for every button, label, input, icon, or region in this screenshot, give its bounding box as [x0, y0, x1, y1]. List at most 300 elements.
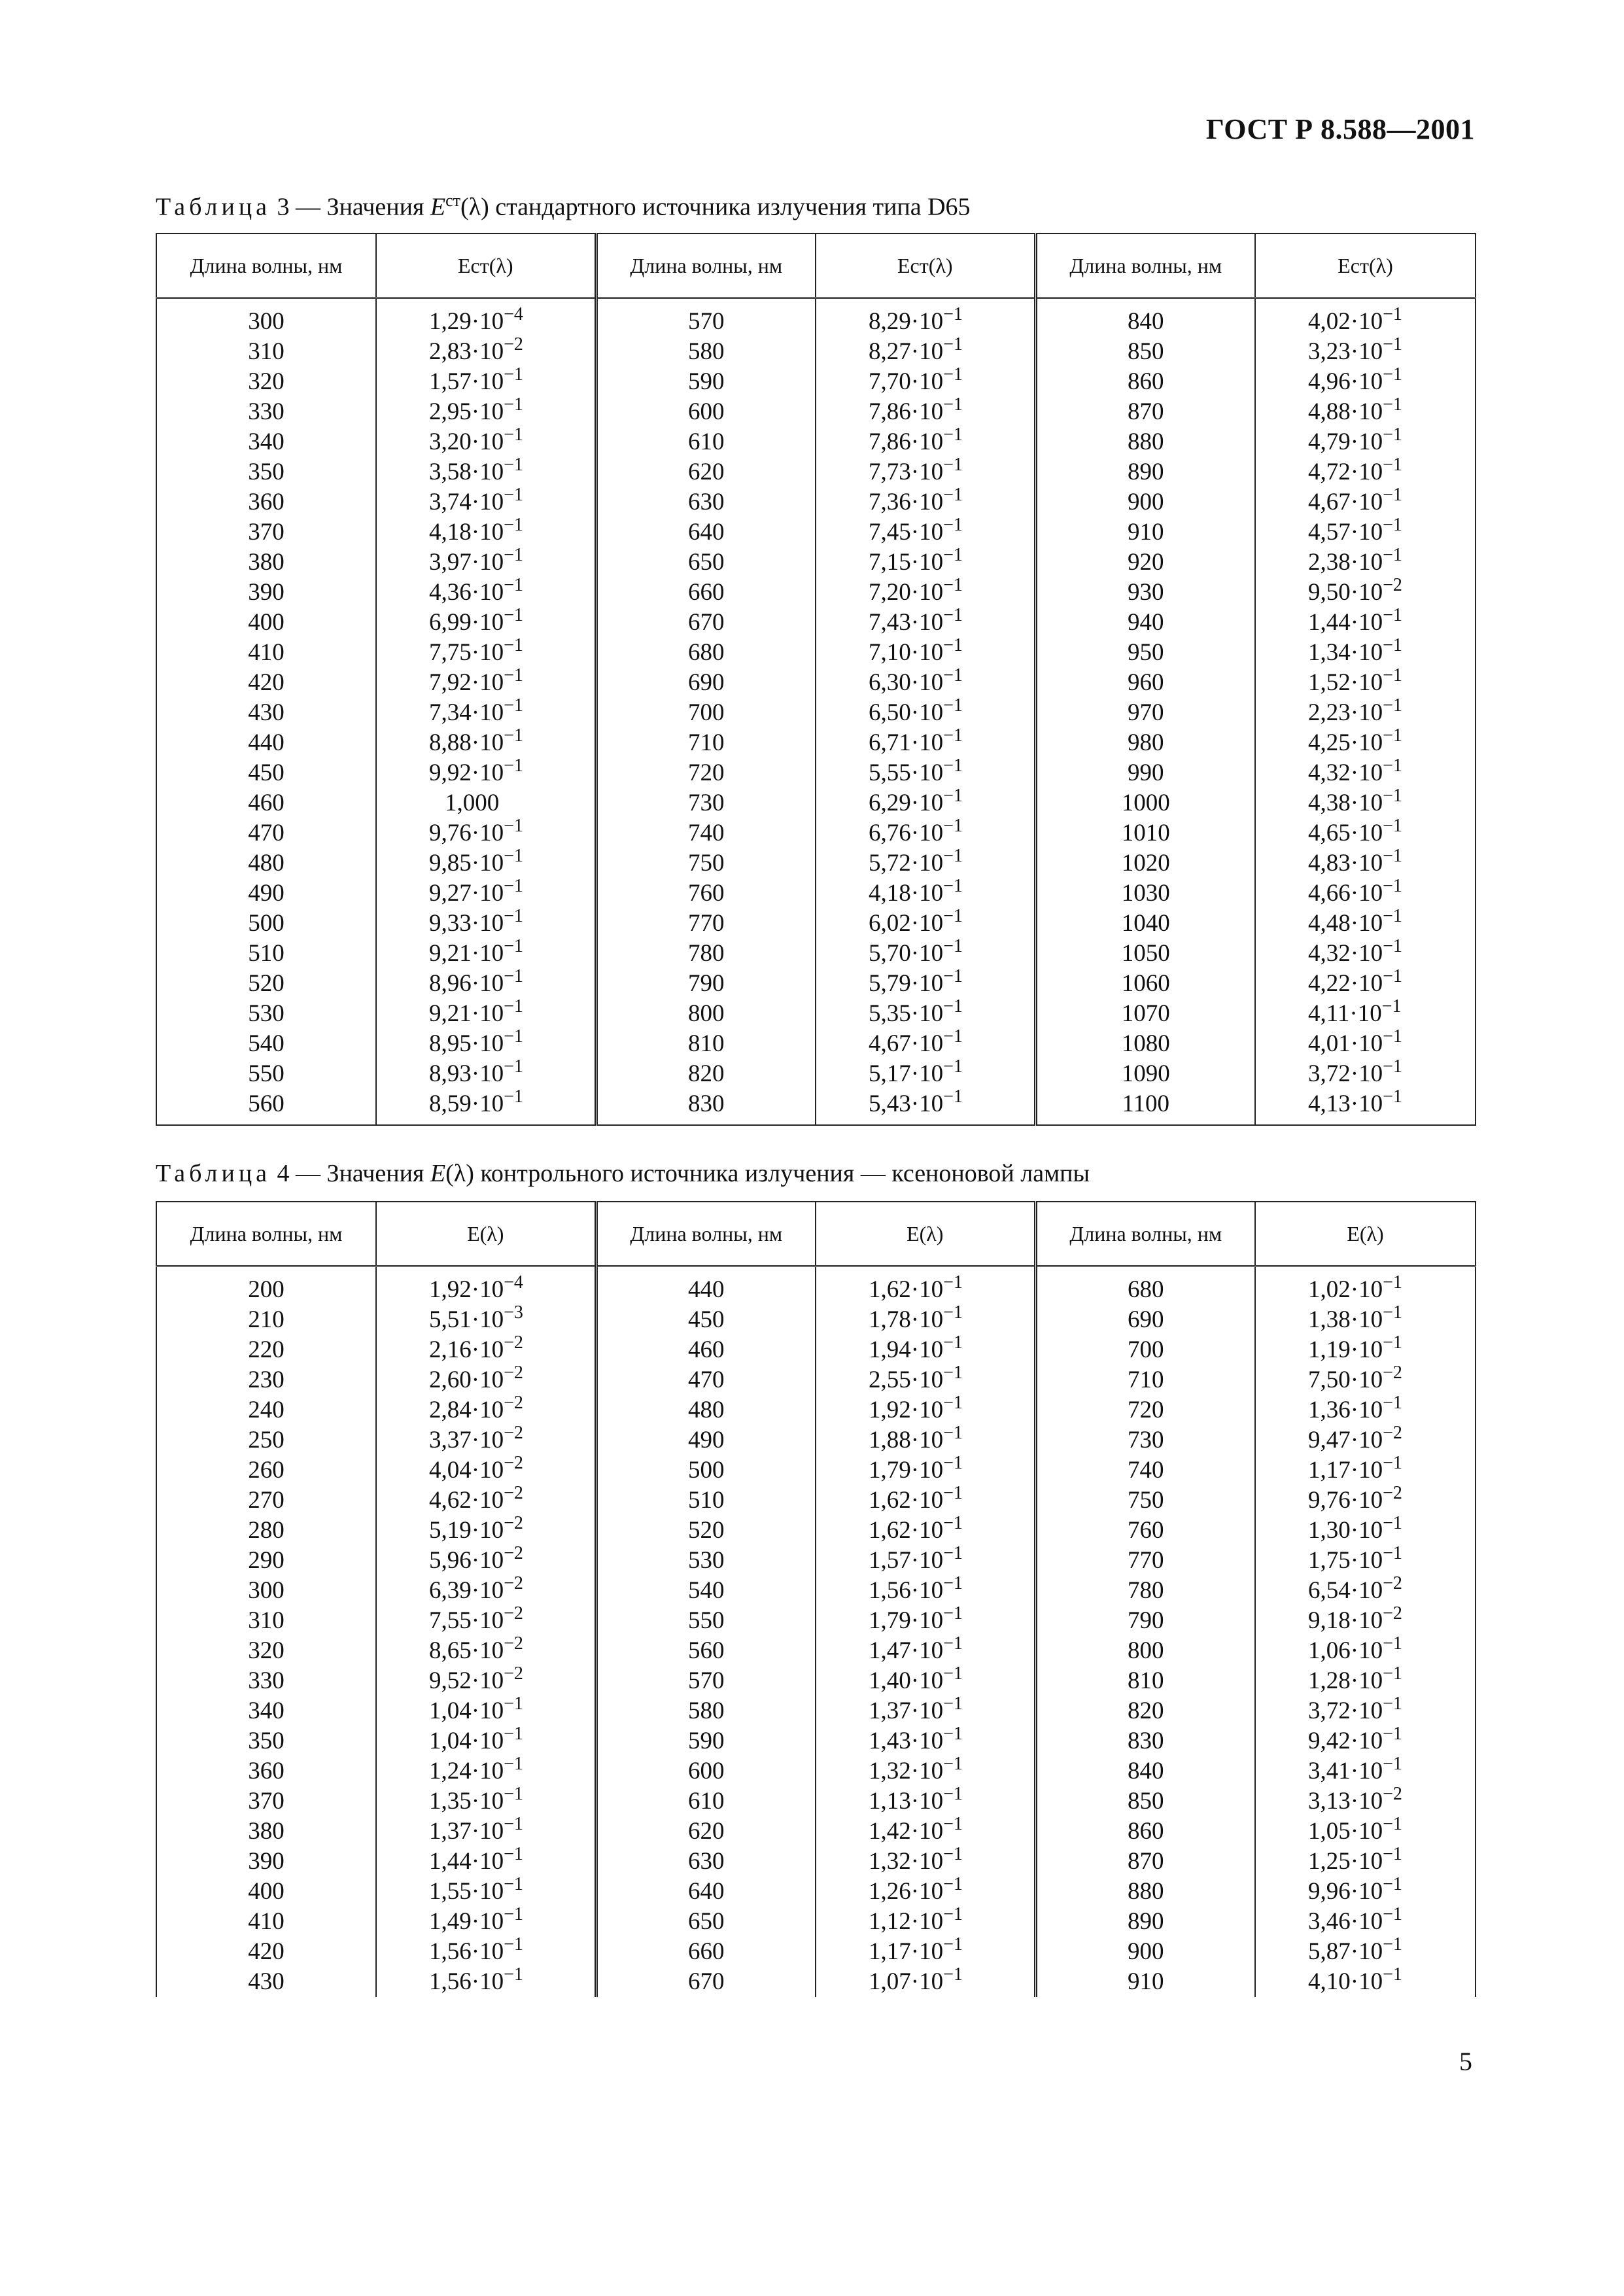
table3-col-wavelength-1: Длина волны, нм [156, 234, 376, 298]
value-mantissa: 1,79·10 [869, 1607, 944, 1634]
value-cell [816, 605, 1035, 638]
wavelength-cell: 400 [156, 608, 376, 638]
wavelength-cell: 790 [1035, 1606, 1255, 1636]
wavelength-cell: 650 [596, 548, 816, 578]
value-mantissa: 4,32·10 [1308, 759, 1383, 786]
value-exponent: −2 [504, 1573, 523, 1593]
value-exponent: −1 [504, 485, 523, 505]
wavelength-cell: 640 [596, 1877, 816, 1907]
value-exponent: −1 [1383, 304, 1402, 324]
value-cell [376, 487, 596, 517]
value-cell [816, 545, 1035, 578]
value-exponent: −1 [504, 635, 523, 655]
wavelength-cell: 850 [1035, 1786, 1255, 1817]
value-cell [1255, 665, 1476, 698]
wavelength-cell: 350 [156, 457, 376, 487]
value-cell [376, 605, 596, 638]
value-exponent: −1 [943, 1453, 963, 1473]
value-exponent: −1 [943, 1874, 963, 1894]
value-cell [1255, 1696, 1476, 1726]
value-exponent: −1 [1383, 1934, 1402, 1955]
table3-row [156, 999, 1476, 1029]
wavelength-cell: 630 [596, 1847, 816, 1877]
value-mantissa: 1,36·10 [1308, 1397, 1383, 1423]
value-cell [1255, 936, 1476, 969]
value-cell [1255, 1663, 1476, 1696]
value-exponent: −1 [504, 1754, 523, 1774]
value-cell [376, 1056, 596, 1089]
value-cell [376, 1964, 596, 1997]
value-cell [376, 1726, 596, 1756]
value-exponent: −2 [1383, 1483, 1402, 1503]
wavelength-cell: 620 [596, 457, 816, 487]
value-exponent: −4 [504, 304, 523, 324]
wavelength-cell: 330 [156, 397, 376, 427]
value-exponent: −1 [1383, 635, 1402, 655]
value-exponent: −1 [943, 756, 963, 776]
wavelength-cell: 880 [1035, 427, 1255, 457]
value-exponent: −1 [504, 364, 523, 385]
value-cell [816, 364, 1035, 397]
value-cell [376, 394, 596, 427]
value-mantissa: 1,43·10 [869, 1728, 944, 1754]
value-exponent: −1 [1383, 1302, 1402, 1323]
value-exponent: −1 [1383, 1633, 1402, 1654]
value-cell [816, 1603, 1035, 1636]
wavelength-cell: 340 [156, 427, 376, 457]
value-mantissa: 2,60·10 [429, 1366, 504, 1393]
wavelength-cell: 490 [596, 1425, 816, 1455]
value-exponent: −1 [943, 1964, 963, 1985]
value-cell [816, 1513, 1035, 1546]
value-exponent: −1 [943, 1934, 963, 1955]
wavelength-cell: 430 [156, 1967, 376, 1997]
value-exponent: −1 [943, 786, 963, 806]
value-exponent: −1 [943, 695, 963, 716]
wavelength-cell: 440 [156, 728, 376, 758]
value-mantissa: 2,84·10 [429, 1397, 504, 1423]
value-cell [816, 1904, 1035, 1937]
value-exponent: −1 [943, 846, 963, 866]
value-exponent: −1 [504, 906, 523, 926]
wavelength-cell: 1000 [1035, 788, 1255, 818]
value-exponent: −1 [943, 1513, 963, 1533]
value-exponent: −1 [943, 364, 963, 385]
value-mantissa: 1,92·10 [869, 1397, 944, 1423]
wavelength-cell: 890 [1035, 457, 1255, 487]
table4-row [156, 1817, 1476, 1847]
value-cell [816, 878, 1035, 909]
value-cell [1255, 1089, 1476, 1125]
value-mantissa: 7,50·10 [1308, 1366, 1383, 1393]
value-mantissa: 4,18·10 [429, 519, 504, 546]
value-exponent: −1 [943, 906, 963, 926]
value-exponent: −2 [504, 1633, 523, 1654]
value-exponent: −1 [943, 876, 963, 896]
value-exponent: −1 [504, 1694, 523, 1714]
wavelength-cell: 980 [1035, 728, 1255, 758]
value-mantissa: 2,95·10 [429, 398, 504, 425]
table3-caption-sup: ст [445, 191, 461, 210]
table4-row [156, 1877, 1476, 1907]
table3-row [156, 758, 1476, 788]
value-exponent: −2 [504, 1543, 523, 1563]
value-exponent: −1 [1383, 334, 1402, 355]
value-mantissa: 2,23·10 [1308, 699, 1383, 726]
value-exponent: −1 [504, 996, 523, 1017]
value-mantissa: 9,52·10 [429, 1667, 504, 1694]
value-exponent: −1 [1381, 996, 1402, 1017]
value-mantissa: 9,42·10 [1308, 1728, 1383, 1754]
value-exponent: −1 [1383, 1874, 1402, 1894]
value-mantissa: 1,37·10 [429, 1818, 504, 1845]
page-number: 5 [1459, 2047, 1472, 2076]
value-mantissa: 2,16·10 [429, 1336, 504, 1363]
wavelength-cell: 580 [596, 1696, 816, 1726]
value-cell [816, 1696, 1035, 1726]
value-mantissa: 1,44·10 [1308, 609, 1383, 636]
value-cell [816, 906, 1035, 939]
value-cell [376, 635, 596, 668]
table3-col-value-1: Eст(λ) [376, 234, 596, 298]
value-cell [1255, 517, 1476, 548]
wavelength-cell: 1090 [1035, 1059, 1255, 1089]
value-exponent: −1 [1383, 695, 1402, 716]
value-exponent: −1 [943, 725, 963, 746]
value-exponent: −2 [1383, 1603, 1402, 1624]
wavelength-cell: 440 [596, 1266, 816, 1306]
table3-row [156, 427, 1476, 457]
wavelength-cell: 270 [156, 1486, 376, 1516]
value-cell [816, 788, 1035, 818]
wavelength-cell: 960 [1035, 668, 1255, 698]
value-exponent: −1 [943, 1056, 963, 1077]
value-mantissa: 3,58·10 [429, 459, 504, 485]
wavelength-cell: 610 [596, 1786, 816, 1817]
value-mantissa: 4,72·10 [1308, 459, 1383, 485]
value-mantissa: 1,04·10 [429, 1697, 504, 1724]
wavelength-cell: 370 [156, 517, 376, 548]
value-mantissa: 3,72·10 [1308, 1060, 1383, 1087]
value-mantissa: 6,99·10 [429, 609, 504, 636]
value-exponent: −4 [504, 1272, 523, 1293]
wavelength-cell: 670 [596, 608, 816, 638]
value-exponent: −1 [943, 1784, 963, 1804]
value-cell [376, 575, 596, 608]
wavelength-cell: 250 [156, 1425, 376, 1455]
table4-row [156, 1335, 1476, 1365]
wavelength-cell: 450 [596, 1305, 816, 1335]
table3-row [156, 698, 1476, 728]
value-mantissa: 6,71·10 [869, 729, 944, 756]
value-exponent: −1 [1383, 1453, 1402, 1473]
wavelength-cell: 1080 [1035, 1029, 1255, 1059]
value-exponent: −1 [943, 304, 963, 324]
value-cell [816, 1266, 1035, 1306]
table4-header-row [156, 1202, 1476, 1266]
value-cell [1255, 1904, 1476, 1937]
value-cell [376, 1425, 596, 1455]
value-exponent: −1 [504, 605, 523, 625]
value-mantissa: 1,24·10 [429, 1758, 504, 1784]
value-exponent: −2 [504, 1393, 523, 1413]
value-exponent: −1 [943, 515, 963, 535]
value-mantissa: 1,13·10 [869, 1788, 944, 1815]
value-cell [376, 457, 596, 487]
table4-row [156, 1937, 1476, 1967]
value-exponent: −1 [1383, 906, 1402, 926]
value-cell [816, 334, 1035, 367]
value-mantissa: 1,47·10 [869, 1637, 944, 1664]
value-cell [376, 545, 596, 578]
value-mantissa: 5,96·10 [429, 1547, 504, 1574]
table3-row [156, 298, 1476, 338]
value-mantissa: 9,27·10 [429, 880, 504, 907]
value-cell [376, 848, 596, 878]
wavelength-cell: 520 [596, 1516, 816, 1546]
value-exponent: −1 [1383, 665, 1402, 686]
table4-caption-symbol: E [430, 1160, 446, 1187]
value-mantissa: 1,56·10 [869, 1577, 944, 1604]
table3-row [156, 608, 1476, 638]
value-mantissa: 5,43·10 [869, 1090, 944, 1117]
wavelength-cell: 410 [156, 638, 376, 668]
wavelength-cell: 570 [596, 1666, 816, 1696]
wavelength-cell: 400 [156, 1877, 376, 1907]
value-exponent: −1 [943, 1663, 963, 1684]
value-cell [1255, 457, 1476, 487]
value-cell [1255, 1633, 1476, 1666]
table4-row [156, 1847, 1476, 1877]
value-mantissa: 6,30·10 [869, 669, 944, 696]
value-mantissa: 1,78·10 [869, 1306, 944, 1333]
value-exponent: −1 [1383, 1056, 1402, 1077]
value-cell [376, 1302, 596, 1335]
value-exponent: −1 [1383, 485, 1402, 505]
table3-row [156, 728, 1476, 758]
wavelength-cell: 740 [1035, 1455, 1255, 1486]
value-cell [1255, 1266, 1476, 1306]
value-exponent: −1 [1383, 1844, 1402, 1864]
value-exponent: −1 [1383, 394, 1402, 415]
wavelength-cell: 300 [156, 298, 376, 338]
wavelength-cell: 920 [1035, 548, 1255, 578]
value-mantissa: 4,01·10 [1308, 1030, 1383, 1057]
value-mantissa: 5,72·10 [869, 850, 944, 877]
value-mantissa: 9,21·10 [429, 940, 504, 967]
value-cell [376, 1513, 596, 1546]
value-cell [1255, 427, 1476, 457]
value-exponent: −1 [1383, 1724, 1402, 1744]
wavelength-cell: 750 [596, 848, 816, 878]
value-mantissa: 3,23·10 [1308, 338, 1383, 365]
wavelength-cell: 540 [156, 1029, 376, 1059]
value-exponent: −1 [504, 966, 523, 986]
value-mantissa: 4,83·10 [1308, 850, 1383, 877]
wavelength-cell: 500 [156, 909, 376, 939]
table3-row [156, 909, 1476, 939]
table4-col-value-2: E(λ) [816, 1202, 1035, 1266]
value-mantissa: 1,12·10 [869, 1908, 944, 1935]
value-mantissa: 7,73·10 [869, 459, 944, 485]
value-cell [816, 1726, 1035, 1756]
value-mantissa: 3,20·10 [429, 428, 504, 455]
value-exponent: −1 [504, 1724, 523, 1744]
value-mantissa: 1,62·10 [869, 1487, 944, 1514]
value-cell [376, 1573, 596, 1606]
value-exponent: −1 [943, 605, 963, 625]
wavelength-cell: 850 [1035, 337, 1255, 367]
value-mantissa: 1,04·10 [429, 1728, 504, 1754]
wavelength-cell: 740 [596, 818, 816, 848]
value-cell [816, 848, 1035, 878]
table3-row [156, 878, 1476, 909]
value-cell [376, 1814, 596, 1847]
wavelength-cell: 550 [156, 1059, 376, 1089]
value-exponent: −1 [943, 575, 963, 595]
value-cell [1255, 966, 1476, 999]
value-mantissa: 6,02·10 [869, 910, 944, 937]
table3-caption-arg: (λ) [460, 193, 489, 221]
table3-caption [156, 191, 971, 222]
table3-row [156, 548, 1476, 578]
value-exponent: −1 [504, 455, 523, 475]
table4-caption-number: 4 [277, 1160, 290, 1187]
table3-col-value-3: Eст(λ) [1255, 234, 1476, 298]
value-exponent: −1 [1383, 1904, 1402, 1924]
value-cell [816, 1425, 1035, 1455]
value-exponent: −2 [1383, 1784, 1402, 1804]
value-mantissa: 1,32·10 [869, 1848, 944, 1875]
value-cell [1255, 1395, 1476, 1425]
value-exponent: −1 [943, 1904, 963, 1924]
wavelength-cell: 200 [156, 1266, 376, 1306]
table4-row [156, 1786, 1476, 1817]
value-mantissa: 3,37·10 [429, 1427, 504, 1453]
value-mantissa: 3,13·10 [1308, 1788, 1383, 1815]
value-cell [376, 517, 596, 548]
value-exponent: −2 [504, 334, 523, 355]
value-cell [1255, 394, 1476, 427]
table4-col-value-1: E(λ) [376, 1202, 596, 1266]
value-exponent: −1 [1383, 1754, 1402, 1774]
value-cell [1255, 725, 1476, 758]
value-mantissa: 4,11·10 [1308, 1000, 1382, 1027]
wavelength-cell: 660 [596, 578, 816, 608]
value-cell [1255, 695, 1476, 728]
table3-row [156, 1059, 1476, 1089]
value-exponent: −1 [1383, 364, 1402, 385]
value-exponent: −1 [943, 1483, 963, 1503]
value-exponent: −1 [1383, 1814, 1402, 1834]
wavelength-cell: 900 [1035, 487, 1255, 517]
value-exponent: −1 [1383, 1332, 1402, 1353]
value-cell [816, 575, 1035, 608]
value-cell [376, 966, 596, 999]
wavelength-cell: 380 [156, 548, 376, 578]
value-mantissa: 1,56·10 [429, 1968, 504, 1995]
value-mantissa: 9,33·10 [429, 910, 504, 937]
wavelength-cell: 790 [596, 969, 816, 999]
value-cell [376, 1786, 596, 1817]
wavelength-cell: 600 [596, 1756, 816, 1786]
value-exponent: −1 [1383, 966, 1402, 986]
value-mantissa: 3,72·10 [1308, 1697, 1383, 1724]
value-mantissa: 5,87·10 [1308, 1938, 1383, 1965]
value-exponent: −1 [943, 1393, 963, 1413]
value-mantissa: 2,38·10 [1308, 549, 1383, 576]
value-cell [816, 1663, 1035, 1696]
wavelength-cell: 310 [156, 1606, 376, 1636]
value-cell [816, 487, 1035, 517]
value-cell [816, 517, 1035, 548]
table4-caption-prefix: — Значения [296, 1160, 424, 1187]
table3-row [156, 668, 1476, 698]
value-cell [376, 1633, 596, 1666]
wavelength-cell: 730 [596, 788, 816, 818]
value-exponent: −1 [943, 1694, 963, 1714]
value-cell [816, 1026, 1035, 1059]
value-mantissa: 7,86·10 [869, 428, 944, 455]
value-mantissa: 4,18·10 [869, 880, 944, 907]
value-cell [816, 1814, 1035, 1847]
wavelength-cell: 480 [156, 848, 376, 878]
value-cell [816, 427, 1035, 457]
value-cell [816, 818, 1035, 848]
value-cell [816, 1302, 1035, 1335]
value-mantissa: 1,40·10 [869, 1667, 944, 1694]
value-mantissa: 8,65·10 [429, 1637, 504, 1664]
value-cell [816, 1786, 1035, 1817]
value-mantissa: 4,25·10 [1308, 729, 1383, 756]
value-cell [376, 1844, 596, 1877]
value-cell [376, 1483, 596, 1516]
value-exponent: −2 [1383, 1423, 1402, 1443]
value-cell [376, 665, 596, 698]
value-cell [376, 1266, 596, 1306]
wavelength-cell: 1050 [1035, 939, 1255, 969]
table4-row [156, 1606, 1476, 1636]
value-cell [816, 1395, 1035, 1425]
value-cell [376, 695, 596, 728]
value-mantissa: 1,000 [445, 790, 500, 816]
value-exponent: −1 [1383, 725, 1402, 746]
value-cell [816, 936, 1035, 969]
value-cell [376, 818, 596, 848]
value-cell [376, 1934, 596, 1967]
value-cell [1255, 1513, 1476, 1546]
value-cell [816, 966, 1035, 999]
value-exponent: −1 [504, 394, 523, 415]
value-mantissa: 8,96·10 [429, 970, 504, 997]
value-mantissa: 9,85·10 [429, 850, 504, 877]
value-exponent: −1 [1383, 876, 1402, 896]
value-mantissa: 6,54·10 [1308, 1577, 1383, 1604]
value-mantissa: 8,95·10 [429, 1030, 504, 1057]
wavelength-cell: 230 [156, 1365, 376, 1395]
wavelength-cell: 1100 [1035, 1089, 1255, 1125]
value-exponent: −1 [504, 425, 523, 445]
wavelength-cell: 610 [596, 427, 816, 457]
table4-row [156, 1666, 1476, 1696]
wavelength-cell: 280 [156, 1516, 376, 1546]
wavelength-cell: 390 [156, 578, 376, 608]
value-exponent: −1 [943, 936, 963, 956]
value-mantissa: 1,88·10 [869, 1427, 944, 1453]
value-cell [816, 394, 1035, 427]
value-exponent: −1 [504, 846, 523, 866]
wavelength-cell: 420 [156, 668, 376, 698]
